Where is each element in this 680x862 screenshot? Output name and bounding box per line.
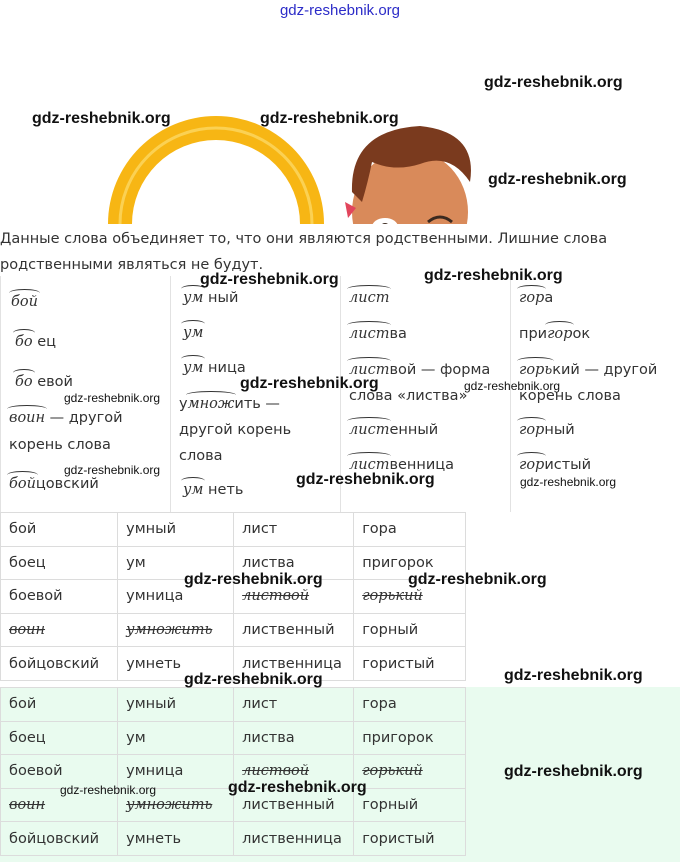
word: горный: [362, 797, 419, 814]
root: лист: [349, 326, 390, 342]
suffix: ница: [208, 360, 246, 376]
watermark: gdz-reshebnik.org: [484, 74, 623, 91]
word: бой: [9, 696, 37, 713]
site-header[interactable]: gdz-reshebnik.org: [279, 2, 401, 19]
table-cell: [1, 513, 118, 547]
watermark: gdz-reshebnik.org: [228, 779, 367, 796]
word: бой: [9, 521, 37, 538]
root: лист: [349, 422, 390, 438]
intro-line-1: Данные слова объединяет то, что они являются родственными. Лишние слова: [0, 231, 608, 247]
prefix: у: [179, 396, 188, 412]
word: ум: [126, 729, 146, 746]
watermark: gdz-reshebnik.org: [424, 267, 563, 284]
table-cell: [354, 613, 466, 647]
table-cell: [118, 688, 234, 722]
watermark: gdz-reshebnik.org: [296, 471, 435, 488]
root: гор: [519, 422, 545, 438]
word: умный: [126, 521, 177, 538]
table-row: [1, 513, 466, 547]
word-table-2: [0, 687, 466, 856]
word: умница: [126, 588, 184, 605]
watermark: gdz-reshebnik.org: [184, 571, 323, 588]
struck-word: горький: [362, 763, 423, 780]
root: бо: [15, 374, 33, 390]
word-table-1: [0, 512, 466, 681]
word: пригорок: [362, 554, 434, 571]
watermark: gdz-reshebnik.org: [60, 783, 157, 797]
word: гора: [362, 521, 397, 538]
root: лист: [349, 362, 390, 378]
word: горный: [362, 622, 419, 639]
suffix: а: [544, 290, 554, 306]
table-cell: [1, 822, 118, 856]
table-cell: [234, 688, 354, 722]
suffix: кий — другой: [552, 362, 658, 378]
table-row: [1, 822, 466, 856]
table-cell: [354, 755, 466, 789]
note: корень слова: [9, 437, 111, 453]
watermark: gdz-reshebnik.org: [32, 110, 171, 127]
word: листва: [242, 729, 295, 746]
word: боец: [9, 729, 46, 746]
suffix: ить —: [234, 396, 280, 412]
word: боевой: [9, 588, 63, 605]
table-cell: [354, 647, 466, 681]
root: гор: [547, 326, 573, 342]
table-row: [1, 613, 466, 647]
root: лист: [349, 457, 390, 473]
word: ум: [126, 554, 146, 571]
watermark: gdz-reshebnik.org: [260, 110, 399, 127]
intro-line-2: родственными являться не будут.: [0, 257, 264, 273]
suffix: венница: [389, 457, 455, 473]
word: лиственница: [242, 655, 342, 672]
note: корень слова: [519, 388, 621, 404]
suffix: ва: [389, 326, 407, 342]
note: другой корень: [179, 422, 292, 438]
root: ум: [183, 325, 204, 341]
root: гор: [519, 457, 545, 473]
table-cell: [1, 546, 118, 580]
suffix: цовский: [35, 476, 99, 492]
table-cell: [354, 788, 466, 822]
table-cell: [234, 613, 354, 647]
suffix: енный: [389, 422, 439, 438]
root: бой: [9, 476, 36, 492]
word: бойцовский: [9, 655, 100, 672]
table-cell: [118, 513, 234, 547]
table-cell: [1, 613, 118, 647]
root: горь: [519, 362, 553, 378]
table-cell: [354, 721, 466, 755]
word: листва: [242, 554, 295, 571]
root: лист: [349, 290, 390, 306]
suffix: вой — форма: [389, 362, 491, 378]
root: множ: [187, 396, 235, 412]
word: лиственный: [242, 797, 335, 814]
table-cell: [118, 721, 234, 755]
struck-word: умножить: [126, 622, 213, 639]
root: бой: [11, 294, 38, 310]
word: боец: [9, 554, 46, 571]
note: слова: [179, 448, 223, 464]
root: воин: [9, 410, 46, 426]
root: ум: [183, 290, 204, 306]
table-row: [1, 688, 466, 722]
struck-word: воин: [9, 622, 46, 639]
watermark: gdz-reshebnik.org: [408, 571, 547, 588]
root: ум: [183, 482, 204, 498]
root: ум: [183, 360, 204, 376]
suffix: ный: [208, 290, 239, 306]
note: слова «листва»: [349, 388, 468, 404]
table-cell: [354, 688, 466, 722]
watermark: gdz-reshebnik.org: [520, 475, 617, 489]
table-cell: [234, 513, 354, 547]
table-cell: [1, 647, 118, 681]
struck-word: воин: [9, 797, 46, 814]
root: бо: [15, 334, 33, 350]
suffix: ец: [37, 334, 56, 350]
table-cell: [118, 822, 234, 856]
word: бойцовский: [9, 830, 100, 847]
watermark: gdz-reshebnik.org: [504, 667, 643, 684]
watermark: gdz-reshebnik.org: [184, 671, 323, 688]
table-cell: [354, 513, 466, 547]
table-cell: [1, 580, 118, 614]
word: умнеть: [126, 655, 182, 672]
table-cell: [118, 613, 234, 647]
root: гор: [519, 290, 545, 306]
watermark: gdz-reshebnik.org: [64, 463, 161, 477]
suffix: неть: [208, 482, 244, 498]
table-cell: [234, 721, 354, 755]
intro-text: [0, 226, 680, 278]
table-row: [1, 721, 466, 755]
struck-word: умножить: [126, 797, 213, 814]
prefix: при: [519, 326, 548, 342]
note: — другой: [45, 410, 123, 426]
word: умница: [126, 763, 184, 780]
suffix: истый: [544, 457, 592, 473]
word: лист: [242, 696, 278, 713]
rainbow-arc: [108, 116, 324, 224]
word: пригорок: [362, 729, 434, 746]
boy-head: [345, 126, 471, 224]
watermark: gdz-reshebnik.org: [504, 763, 643, 780]
struck-word: горький: [362, 588, 423, 605]
watermark: gdz-reshebnik.org: [488, 171, 627, 188]
word: гора: [362, 696, 397, 713]
word: гористый: [362, 655, 435, 672]
word: гористый: [362, 830, 435, 847]
suffix: евой: [37, 374, 73, 390]
word: лист: [242, 521, 278, 538]
table-cell: [1, 721, 118, 755]
word: умный: [126, 696, 177, 713]
table-cell: [234, 822, 354, 856]
watermark: gdz-reshebnik.org: [64, 391, 161, 405]
word: боевой: [9, 763, 63, 780]
word: умнеть: [126, 830, 182, 847]
word: лиственный: [242, 622, 335, 639]
struck-word: листвой: [242, 763, 310, 780]
table-cell: [1, 688, 118, 722]
word: лиственница: [242, 830, 342, 847]
struck-word: листвой: [242, 588, 310, 605]
watermark: gdz-reshebnik.org: [200, 271, 339, 288]
table-cell: [354, 822, 466, 856]
suffix: ный: [544, 422, 575, 438]
watermark: gdz-reshebnik.org: [464, 379, 561, 393]
suffix: ок: [572, 326, 591, 342]
watermark: gdz-reshebnik.org: [240, 375, 379, 392]
